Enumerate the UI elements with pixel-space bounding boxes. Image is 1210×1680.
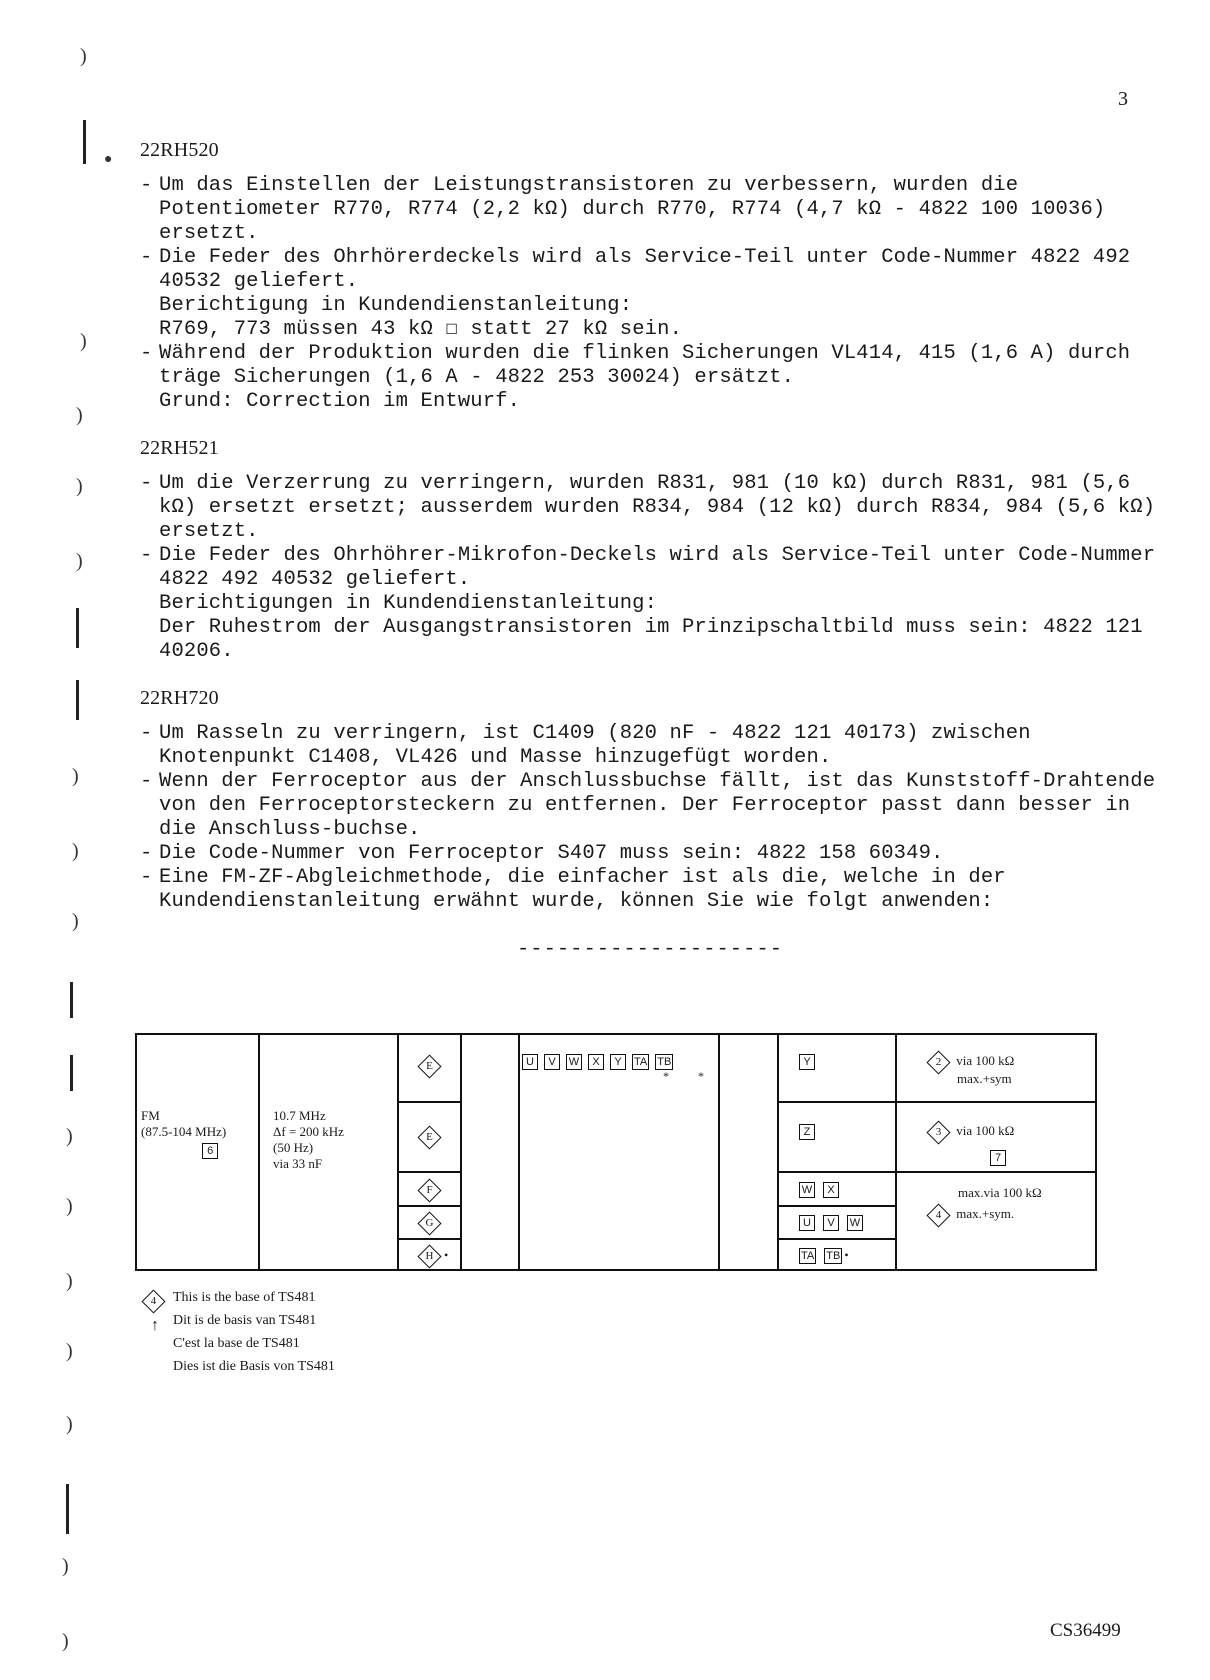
list-item: - Die Feder des Ohrhöhrer-Mikrofon-Deckels wird als Service-Teil unter Code-Nummer 4822 492 40532 geliefert.: [140, 544, 1160, 592]
correction-note: Berichtigungen in Kundendienstanleitung:: [159, 592, 658, 615]
measure-point-icon: 2: [926, 1050, 950, 1074]
list-item: - Um die Verzerrung zu verringern, wurden R831, 981 (10 kΩ) durch R831, 981 (5,6 kΩ) ersetzt ersetzt; ausserdem wurden R834, 984 (12 kΩ) durch R834, 984 (5,6 kΩ) ersetzt.: [140, 472, 1160, 544]
star-mark: *: [698, 1069, 704, 1083]
meter-text: via 100 kΩ: [956, 1123, 1015, 1138]
measure-box: TA: [801, 1250, 815, 1262]
meter-row: [930, 1123, 1014, 1166]
legend-line: Dies ist die Basis von TS481: [173, 1359, 335, 1374]
correction-note: Berichtigung in Kundendienstanleitung:: [159, 294, 633, 317]
star-mark: *: [663, 1069, 669, 1083]
injection-point-icon: H: [417, 1244, 441, 1268]
frequency-line: 10.7 MHz: [273, 1108, 326, 1123]
margin-dot: ●: [104, 152, 113, 167]
margin-mark: ): [72, 765, 79, 787]
margin-mark: ): [72, 840, 79, 862]
document-code: CS36499: [1050, 1620, 1121, 1641]
margin-bar: [83, 120, 86, 164]
core-box: V: [544, 1054, 560, 1070]
margin-bar: [66, 1484, 69, 1534]
injection-point-icon: G: [417, 1211, 441, 1235]
frequency-line: (50 Hz): [273, 1140, 314, 1155]
meter-text: via 100 kΩ: [956, 1053, 1015, 1068]
separator-line: --------------------: [516, 938, 784, 961]
star-mark: •: [844, 1248, 849, 1262]
measure-box: TB: [826, 1250, 841, 1262]
list-item: - Um Rasseln zu verringern, ist C1409 (820 nF - 4822 121 40173) zwischen Knotenpunkt C1408, VL426 und Masse hinzugefügt worden.: [140, 722, 1160, 770]
page-number: 3: [1118, 88, 1128, 110]
reason-note: Grund: Correction im Entwurf.: [159, 390, 521, 413]
legend-line: Dit is de basis van TS481: [173, 1313, 317, 1328]
margin-bar: [76, 608, 79, 648]
legend-line: This is the base of TS481: [173, 1290, 316, 1305]
frequency-line: Δf = 200 kHz: [273, 1124, 344, 1139]
meter-box: 7: [990, 1150, 1006, 1166]
core-box: TB: [657, 1056, 672, 1068]
list-item: - Eine FM-ZF-Abgleichmethode, die einfacher ist als die, welche in der Kundendienstanleitung erwähnt wurde, können Sie wie folgt anwenden:: [140, 866, 1160, 914]
meter-text: max.+sym: [957, 1070, 1012, 1086]
measure-point-icon: 4: [926, 1203, 950, 1227]
section-title: 22RH520: [140, 139, 219, 161]
measure-point-icon: 3: [926, 1120, 950, 1144]
legend: [145, 1286, 335, 1378]
list-item: - Die Feder des Ohrhörerdeckels wird als Service-Teil unter Code-Nummer 4822 492 40532 geliefert.: [140, 246, 1160, 294]
measure-box: W: [799, 1182, 815, 1198]
legend-line: C'est la base de TS481: [173, 1336, 300, 1351]
section-title: 22RH720: [140, 687, 219, 709]
band-range: (87.5-104 MHz): [141, 1124, 227, 1139]
margin-mark: ): [80, 330, 87, 352]
margin-mark: ): [72, 910, 79, 932]
document-body: [140, 138, 1160, 962]
base-point-icon: 4: [141, 1290, 165, 1314]
core-box: W: [566, 1054, 582, 1070]
frequency-cell: [273, 1108, 344, 1172]
meter-row: [930, 1053, 1014, 1087]
margin-mark: ): [66, 1195, 73, 1217]
margin-mark: ): [66, 1270, 73, 1292]
margin-mark: ): [80, 45, 87, 67]
margin-bar: [70, 982, 73, 1018]
margin-mark: ): [66, 1340, 73, 1362]
measure-box: Y: [799, 1054, 815, 1070]
band-box: 6: [202, 1143, 218, 1159]
adjust-cores: [522, 1053, 673, 1070]
injection-point-icon: E: [417, 1125, 441, 1149]
margin-mark: ): [66, 1413, 73, 1435]
measure-box: X: [823, 1182, 839, 1198]
measure-box: V: [823, 1215, 839, 1231]
meter-text: max.via 100 kΩ: [958, 1185, 1042, 1200]
correction-note: Der Ruhestrom der Ausgangstransistoren im Prinzipschaltbild muss sein: 4822 121 40206.: [159, 616, 1143, 663]
meter-row: [930, 1206, 1014, 1224]
core-box: U: [522, 1054, 538, 1070]
margin-bar: [76, 680, 79, 720]
margin-mark: ): [76, 475, 83, 497]
band-cell: [141, 1108, 226, 1159]
margin-mark: ): [76, 550, 83, 572]
core-box: TA: [634, 1056, 648, 1068]
margin-bar: [70, 1055, 73, 1091]
measure-box: W: [847, 1215, 863, 1231]
margin-mark: ): [66, 1125, 73, 1147]
list-item: - Die Code-Nummer von Ferroceptor S407 muss sein: 4822 158 60349.: [140, 842, 1160, 866]
list-item: - Um das Einstellen der Leistungstransistoren zu verbessern, wurden die Potentiometer R770, R774 (2,2 kΩ) durch R770, R774 (4,7 kΩ - 4822 100 10036) ersetzt.: [140, 174, 1160, 246]
fm-alignment-table: [135, 1033, 1097, 1271]
section-title: 22RH521: [140, 437, 219, 459]
star-mark: •: [444, 1248, 449, 1262]
margin-mark: ): [76, 404, 83, 426]
list-item: - Wenn der Ferroceptor aus der Anschlussbuchse fällt, ist das Kunststoff-Drahtende von den Ferroceptorsteckern zu entfernen. Der Ferroceptor passt dann besser in die Anschluss-buchse.: [140, 770, 1160, 842]
measure-box: U: [799, 1215, 815, 1231]
core-box: Y: [610, 1054, 626, 1070]
meter-text: max.+sym.: [956, 1206, 1015, 1221]
injection-point-icon: F: [417, 1178, 441, 1202]
correction-note: R769, 773 müssen 43 kΩ ☐ statt 27 kΩ sein.: [159, 318, 683, 341]
band-label: FM: [141, 1108, 160, 1123]
section-22rh521: [140, 436, 1160, 664]
margin-mark: ): [62, 1630, 69, 1652]
measure-box: Z: [799, 1124, 815, 1140]
margin-mark: ): [62, 1555, 69, 1577]
section-22rh720: [140, 686, 1160, 914]
arrow-up-icon: ↑: [151, 1317, 159, 1334]
frequency-line: via 33 nF: [273, 1156, 323, 1171]
section-22rh520: [140, 138, 1160, 414]
injection-point-icon: E: [417, 1054, 441, 1078]
core-box: X: [588, 1054, 604, 1070]
list-item: - Während der Produktion wurden die flinken Sicherungen VL414, 415 (1,6 A) durch träge Sicherungen (1,6 A - 4822 253 30024) ersätzt.: [140, 342, 1160, 390]
